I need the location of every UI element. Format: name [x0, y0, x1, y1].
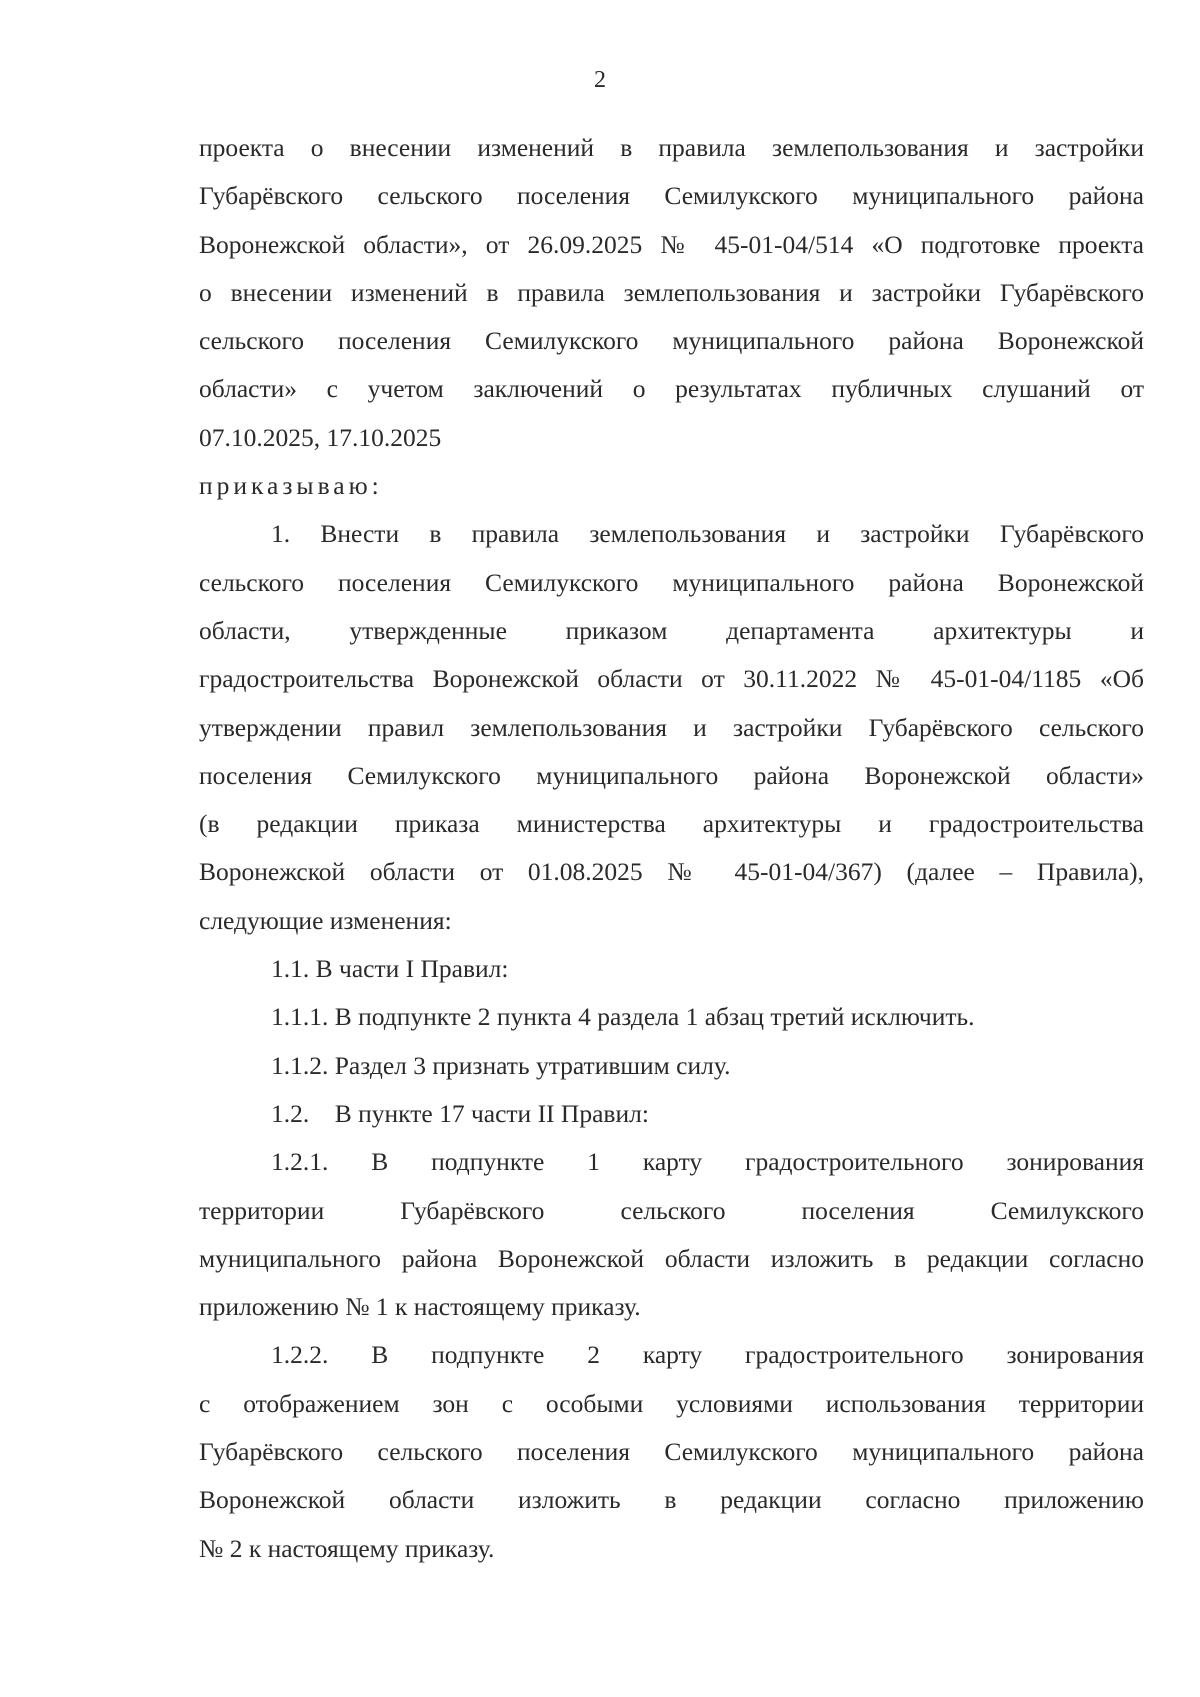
text-line: следующие изменения: — [199, 905, 452, 935]
text-line: о внесении изменений в правила землепользования и застройки Губарёвского — [199, 277, 1144, 307]
text-line: территории Губарёвского сельского поселения Семилукского — [199, 1195, 1144, 1225]
text-line: приложению № 1 к настоящему приказу. — [199, 1292, 641, 1322]
clause-1-2: 1.2. В пункте 17 части II Правил: — [271, 1098, 649, 1128]
text-line: проекта о внесении изменений в правила землепользования и застройки — [199, 133, 1144, 162]
text-line: 07.10.2025, 17.10.2025 — [199, 422, 442, 452]
clause-1: 1. Внести в правила землепользования и застройки Губарёвского — [271, 519, 1144, 549]
clause-1-2-2: 1.2.2. В подпункте 2 карту градостроительного зонирования — [271, 1340, 1144, 1370]
clause-1-1-1: 1.1.1. В подпункте 2 пункта 4 раздела 1 абзац третий исключить. — [271, 1002, 975, 1032]
text-line: сельского поселения Семилукского муниципального района Воронежской — [199, 326, 1144, 356]
clause-1-1-2: 1.1.2. Раздел 3 признать утратившим силу. — [271, 1050, 731, 1080]
text-line: области, утвержденные приказом департамента архитектуры и — [199, 615, 1144, 645]
text-line: (в редакции приказа министерства архитектуры и градостроительства — [199, 809, 1144, 839]
text-line: Воронежской области», от 26.09.2025 № 45-01-04/514 «О подготовке проекта — [199, 229, 1144, 259]
order-body-text — [199, 124, 1144, 1573]
text-line: поселения Семилукского муниципального района Воронежской области» — [199, 760, 1144, 790]
text-line: Воронежской области изложить в редакции согласно приложению — [199, 1485, 1144, 1515]
text-line: Губарёвского сельского поселения Семилукского муниципального района — [199, 1437, 1144, 1467]
text-line: Воронежской области от 01.08.2025 № 45-01-04/367) (далее – Правила), — [199, 857, 1144, 887]
text-line: муниципального района Воронежской области изложить в редакции согласно — [199, 1243, 1144, 1273]
text-line: градостроительства Воронежской области от 30.11.2022 № 45-01-04/1185 «Об — [199, 664, 1144, 694]
order-directive-heading: приказываю: — [199, 471, 383, 501]
text-line: сельского поселения Семилукского муниципального района Воронежской — [199, 567, 1144, 597]
clause-1-1: 1.1. В части I Правил: — [271, 954, 509, 984]
text-line: с отображением зон с особыми условиями использования территории — [199, 1388, 1144, 1418]
text-line: области» с учетом заключений о результатах публичных слушаний от — [199, 374, 1144, 404]
clause-1-2-1: 1.2.1. В подпункте 1 карту градостроительного зонирования — [271, 1147, 1144, 1177]
page-number: 2 — [594, 67, 606, 93]
text-line: № 2 к настоящему приказу. — [199, 1533, 495, 1563]
text-line: Губарёвского сельского поселения Семилукского муниципального района — [199, 181, 1144, 211]
text-line: утверждении правил землепользования и застройки Губарёвского сельского — [199, 712, 1144, 742]
